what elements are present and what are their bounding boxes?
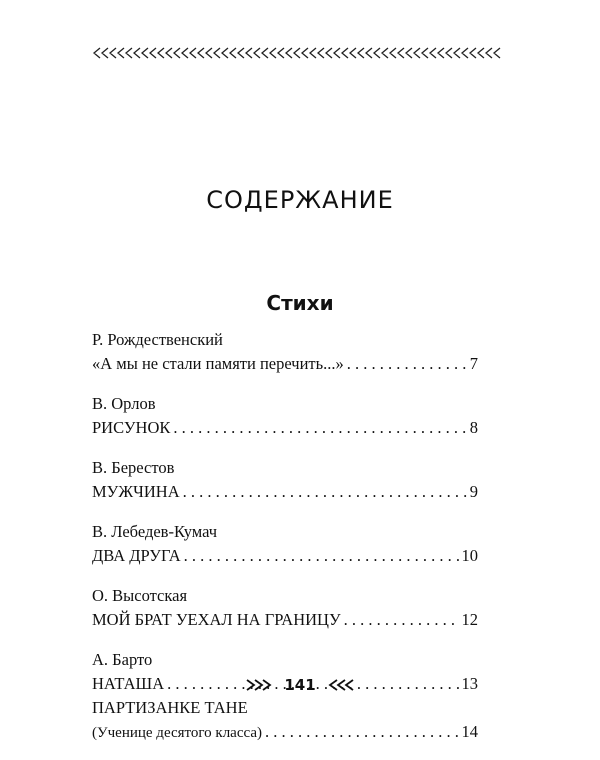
toc-entry [92, 456, 478, 504]
page-title: СОДЕРЖАНИЕ [206, 186, 394, 214]
chevron-border-pattern [94, 48, 500, 58]
toc-entry [92, 520, 478, 568]
dot-leader [265, 720, 459, 744]
toc-page-number: 9 [469, 482, 478, 501]
page-number: 141 [284, 676, 316, 694]
toc-author: В. Лебедев-Кумач [92, 522, 218, 541]
toc-page-number: 12 [461, 610, 478, 629]
toc-author: А. Барто [92, 650, 153, 669]
dot-leader [173, 416, 466, 440]
toc-line[interactable] [92, 720, 478, 744]
toc-title: «А мы не стали памяти перечить...» [92, 354, 344, 373]
toc-line[interactable] [92, 608, 478, 632]
dot-leader [347, 352, 467, 376]
toc-entry [92, 648, 478, 744]
toc-line[interactable] [92, 352, 478, 376]
toc-page-number: 13 [461, 674, 478, 693]
toc-subtitle: (Ученице десятого класса) [92, 725, 262, 741]
table-of-contents [92, 328, 478, 760]
toc-line[interactable] [92, 544, 478, 568]
double-chevron-right-icon [246, 679, 276, 691]
dot-leader [344, 608, 459, 632]
dot-leader [183, 480, 467, 504]
toc-page-number: 14 [461, 722, 478, 741]
toc-page-number: 7 [469, 354, 478, 373]
toc-entry [92, 584, 478, 632]
toc-title: ПАРТИЗАНКЕ ТАНЕ [92, 698, 248, 717]
toc-entry [92, 328, 478, 376]
toc-author: В. Берестов [92, 458, 175, 477]
double-chevron-left-icon [324, 679, 354, 691]
toc-page-number: 10 [461, 546, 478, 565]
toc-line[interactable] [92, 480, 478, 504]
toc-page-number: 8 [469, 418, 478, 437]
top-chevron-border [92, 46, 506, 60]
toc-line[interactable] [92, 416, 478, 440]
toc-title: ДВА ДРУГА [92, 546, 181, 565]
toc-entry [92, 392, 478, 440]
toc-title: НАТАША [92, 674, 165, 693]
toc-title: МОЙ БРАТ УЕХАЛ НА ГРАНИЦУ [92, 610, 341, 629]
dot-leader [184, 544, 459, 568]
chevron-border-icon [92, 46, 506, 60]
toc-line[interactable] [92, 696, 478, 720]
toc-author: В. Орлов [92, 394, 156, 413]
toc-title: МУЖЧИНА [92, 482, 180, 501]
toc-title: РИСУНОК [92, 418, 171, 437]
toc-author: Р. Рождественский [92, 330, 223, 349]
page-footer [0, 676, 600, 694]
toc-author: О. Высотская [92, 586, 188, 605]
section-title: Стихи [266, 291, 334, 315]
